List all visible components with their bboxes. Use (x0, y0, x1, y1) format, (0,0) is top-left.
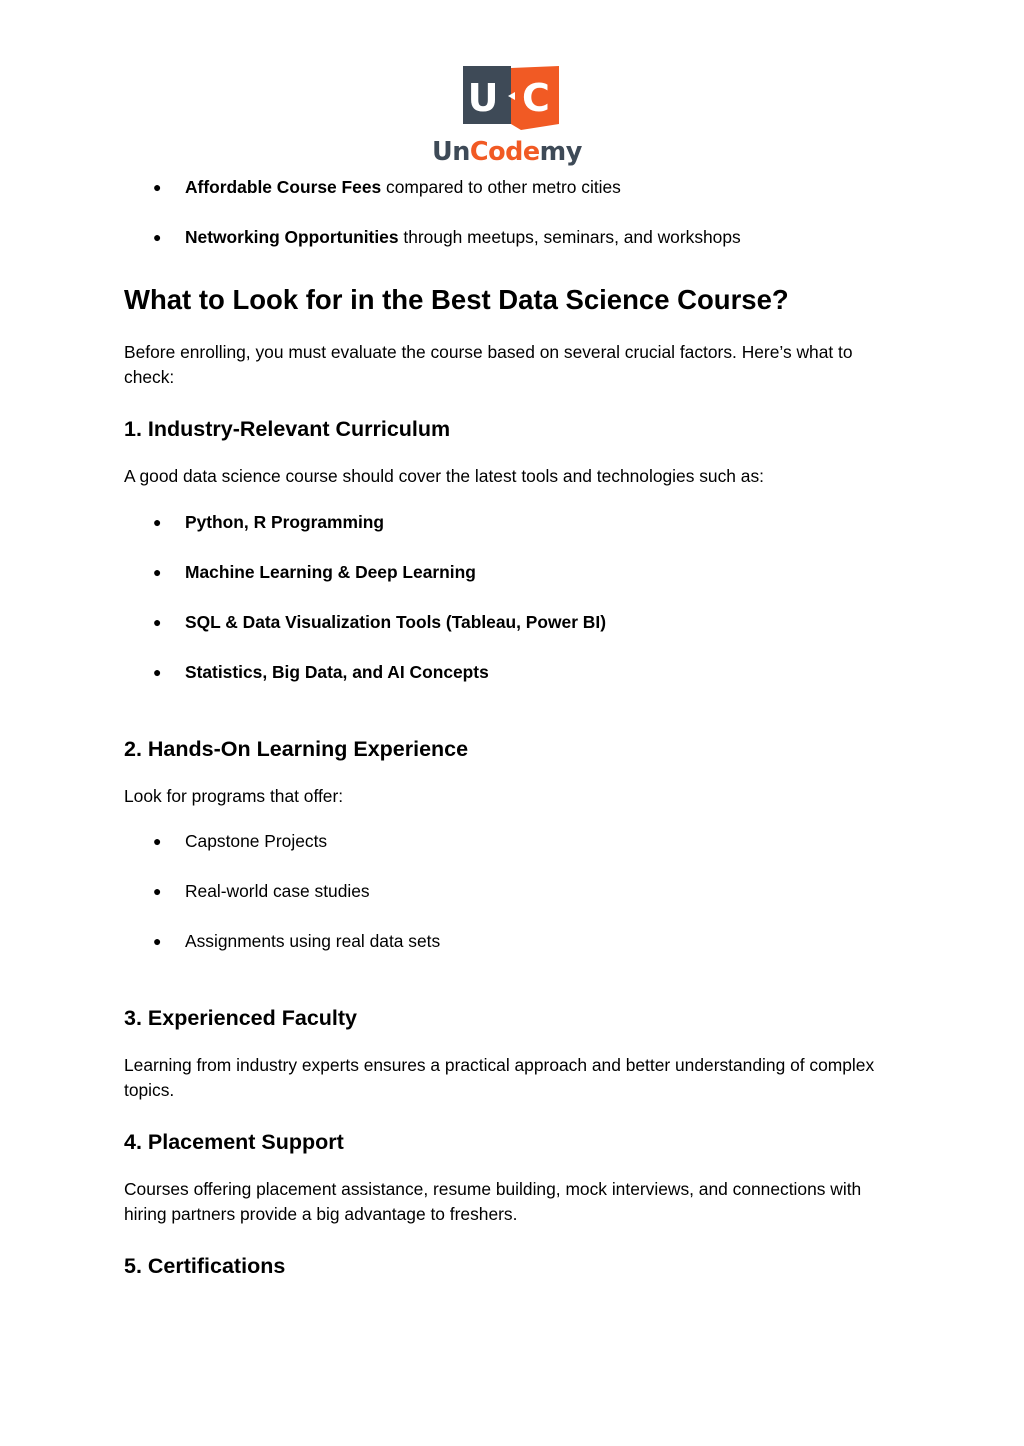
bullet-icon: ● (153, 564, 162, 580)
list-item-text: Real-world case studies (185, 881, 370, 901)
section-paragraph-curriculum: A good data science course should cover the latest tools and technologies such as: (124, 466, 764, 486)
section-paragraph-hands-on: Look for programs that offer: (124, 786, 344, 806)
list-item-text: SQL & Data Visualization Tools (Tableau, Power BI) (185, 612, 606, 632)
section-paragraph-placement: Courses offering placement assistance, resume building, mock interviews, and connections with hiring partners provide a big advantage to freshers. (124, 1179, 862, 1224)
section-paragraph-faculty: Learning from industry experts ensures a practical approach and better understanding of complex topics. (124, 1055, 875, 1100)
logo-mark-right-letter: C (522, 76, 550, 120)
section-heading-curriculum: 1. Industry-Relevant Curriculum (124, 417, 451, 441)
bullet-icon: ● (153, 179, 162, 195)
list-item-text: Capstone Projects (185, 831, 328, 851)
list-item-text: Networking Opportunities through meetups, seminars, and workshops (185, 227, 741, 247)
list-item-text: Python, R Programming (185, 512, 385, 532)
uncodemy-logo-mark (463, 66, 559, 132)
section-heading-faculty: 3. Experienced Faculty (124, 1006, 358, 1030)
list-item-text: Assignments using real data sets (185, 931, 441, 951)
bullet-icon: ● (153, 933, 162, 949)
bullet-icon: ● (153, 614, 162, 630)
logo-mark-left-letter: U (467, 76, 499, 120)
bullet-icon: ● (153, 883, 162, 899)
page-title: What to Look for in the Best Data Science Course? (124, 284, 789, 315)
list-item-text: Statistics, Big Data, and AI Concepts (185, 662, 489, 682)
intro-paragraph: Before enrolling, you must evaluate the course based on several crucial factors. Here’s what to check: (124, 342, 853, 387)
list-item-text: Affordable Course Fees compared to other metro cities (185, 177, 621, 197)
list-item-text: Machine Learning & Deep Learning (185, 562, 476, 582)
bullet-icon: ● (153, 833, 162, 849)
logo-wordmark-part1: Un (432, 137, 470, 167)
logo-wordmark (432, 137, 582, 167)
bullet-icon: ● (153, 229, 162, 245)
section-heading-hands-on: 2. Hands-On Learning Experience (124, 737, 469, 761)
section-heading-certifications: 5. Certifications (124, 1254, 286, 1278)
bullet-icon: ● (153, 514, 162, 530)
logo-wordmark-part3: my (539, 137, 582, 167)
uncodemy-logo (432, 66, 590, 166)
bullet-icon: ● (153, 664, 162, 680)
logo-wordmark-part2: Code (469, 137, 540, 167)
section-heading-placement: 4. Placement Support (124, 1130, 344, 1154)
